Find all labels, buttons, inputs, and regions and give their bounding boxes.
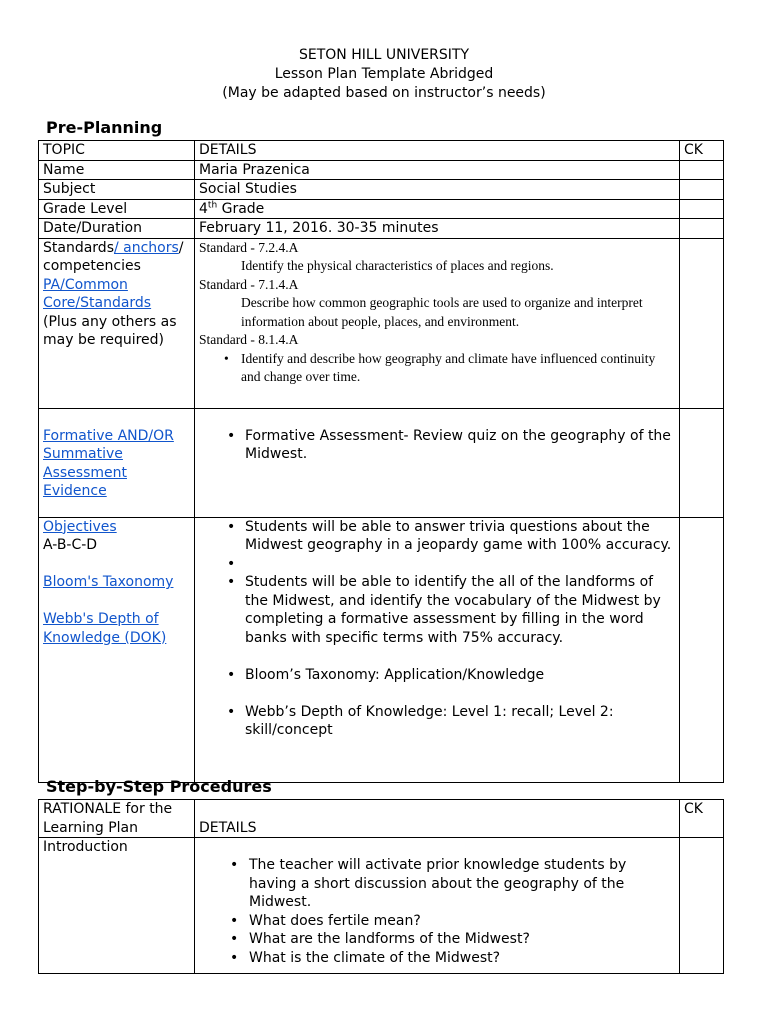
standards-label-text: Standards [43, 239, 114, 256]
standard-code: Standard - 8.1.4.A [199, 332, 299, 347]
document-header [0, 46, 768, 103]
grade-suffix: th [207, 199, 218, 210]
procedures-table [38, 799, 724, 974]
objectives-link[interactable]: Objectives [43, 518, 117, 535]
ck-cell[interactable] [680, 517, 724, 782]
assessment-label [39, 408, 195, 517]
standards-label [39, 238, 195, 408]
details-header: DETAILS [195, 800, 680, 838]
standard-code: Standard - 7.2.4.A [199, 239, 299, 255]
table-row [39, 800, 724, 838]
webbs-dok-link[interactable]: Webb's Depth of Knowledge (DOK) [43, 611, 167, 646]
abcd-text: A-B-C-D [43, 537, 98, 553]
competencies-text: / competencies [43, 239, 184, 274]
date-label: Date/Duration [39, 219, 195, 239]
list-item: • Students will be able to answer trivia questions about the Midwest geography in a jeopardy game with 100% accuracy. [199, 518, 675, 555]
objectives-label [39, 517, 195, 782]
pa-common-core-link[interactable]: PA/Common Core/Standards [43, 276, 152, 311]
list-item: • What is the climate of the Midwest? [199, 949, 675, 968]
list-item: • What are the landforms of the Midwest? [199, 930, 675, 949]
list-item: • Formative Assessment- Review quiz on the geography of the Midwest. [199, 427, 675, 464]
name-value: Maria Prazenica [195, 160, 680, 180]
ck-cell[interactable] [680, 219, 724, 239]
subject-value: Social Studies [195, 180, 680, 200]
name-label: Name [39, 160, 195, 180]
ck-header: CK [680, 800, 724, 838]
table-row [39, 408, 724, 517]
table-row [39, 199, 724, 219]
assessment-evidence-link[interactable]: Formative AND/OR Summative Assessment Evidence [43, 427, 174, 499]
date-value: February 11, 2016. 30-35 minutes [195, 219, 680, 239]
list-item: • Bloom’s Taxonomy: Application/Knowledge [199, 666, 675, 685]
template-note: (May be adapted based on instructor’s needs) [222, 85, 546, 101]
ck-cell[interactable] [680, 180, 724, 200]
ck-cell[interactable] [680, 160, 724, 180]
standards-note: (Plus any others as may be required) [43, 313, 177, 348]
list-item: • What does fertile mean? [199, 912, 675, 931]
standard-code: Standard - 7.1.4.A [199, 276, 299, 292]
table-row [39, 180, 724, 200]
list-item: • Webb’s Depth of Knowledge: Level 1: recall; Level 2: skill/concept [199, 703, 675, 740]
subject-label: Subject [39, 180, 195, 200]
table-row [39, 219, 724, 239]
table-row [39, 160, 724, 180]
grade-number: 4 [199, 200, 208, 217]
standard-description: Identify the physical characteristics of places and regions. [241, 258, 554, 273]
topic-header: TOPIC [39, 141, 195, 161]
introduction-label: Introduction [39, 838, 195, 974]
table-row [39, 141, 724, 161]
ck-cell[interactable] [680, 199, 724, 219]
table-row [39, 838, 724, 974]
introduction-details [195, 838, 680, 974]
standards-details [195, 238, 680, 408]
preplanning-title: Pre-Planning [46, 118, 163, 137]
procedures-title: Step-by-Step Procedures [46, 777, 272, 796]
assessment-details [195, 408, 680, 517]
university-name: SETON HILL UNIVERSITY [298, 47, 470, 63]
ck-header: CK [680, 141, 724, 161]
preplanning-table [38, 140, 724, 783]
ck-cell[interactable] [680, 238, 724, 408]
standard-description: Describe how common geographic tools are used to organize and interpret information about people, places, and environment. [241, 295, 643, 329]
list-item: • Students will be able to identify the all of the landforms of the Midwest, and identify the vocabulary of the Midwest by completing a formative assessment by filling in the word banks with specific terms with 75% accuracy. [199, 573, 675, 647]
blooms-taxonomy-link[interactable]: Bloom's Taxonomy [43, 574, 174, 590]
details-header: DETAILS [195, 141, 680, 161]
objectives-details [195, 517, 680, 782]
grade-word: Grade [217, 200, 265, 217]
standard-description [199, 350, 675, 387]
ck-cell[interactable] [680, 408, 724, 517]
list-item: • The teacher will activate prior knowledge students by having a short discussion about the geography of the Midwest. [199, 856, 675, 912]
template-title: Lesson Plan Template Abridged [274, 66, 494, 82]
ck-cell[interactable] [680, 838, 724, 974]
anchors-link[interactable]: / anchors [113, 239, 179, 256]
bullet-icon: • [224, 350, 229, 366]
rationale-header: RATIONALE for the Learning Plan [39, 800, 195, 838]
grade-value [195, 199, 680, 219]
table-row [39, 238, 724, 408]
standard-bullet-text: Identify and describe how geography and climate have influenced continuity and change over time. [241, 350, 656, 384]
grade-label: Grade Level [39, 199, 195, 219]
table-row [39, 517, 724, 782]
list-item [199, 555, 675, 574]
